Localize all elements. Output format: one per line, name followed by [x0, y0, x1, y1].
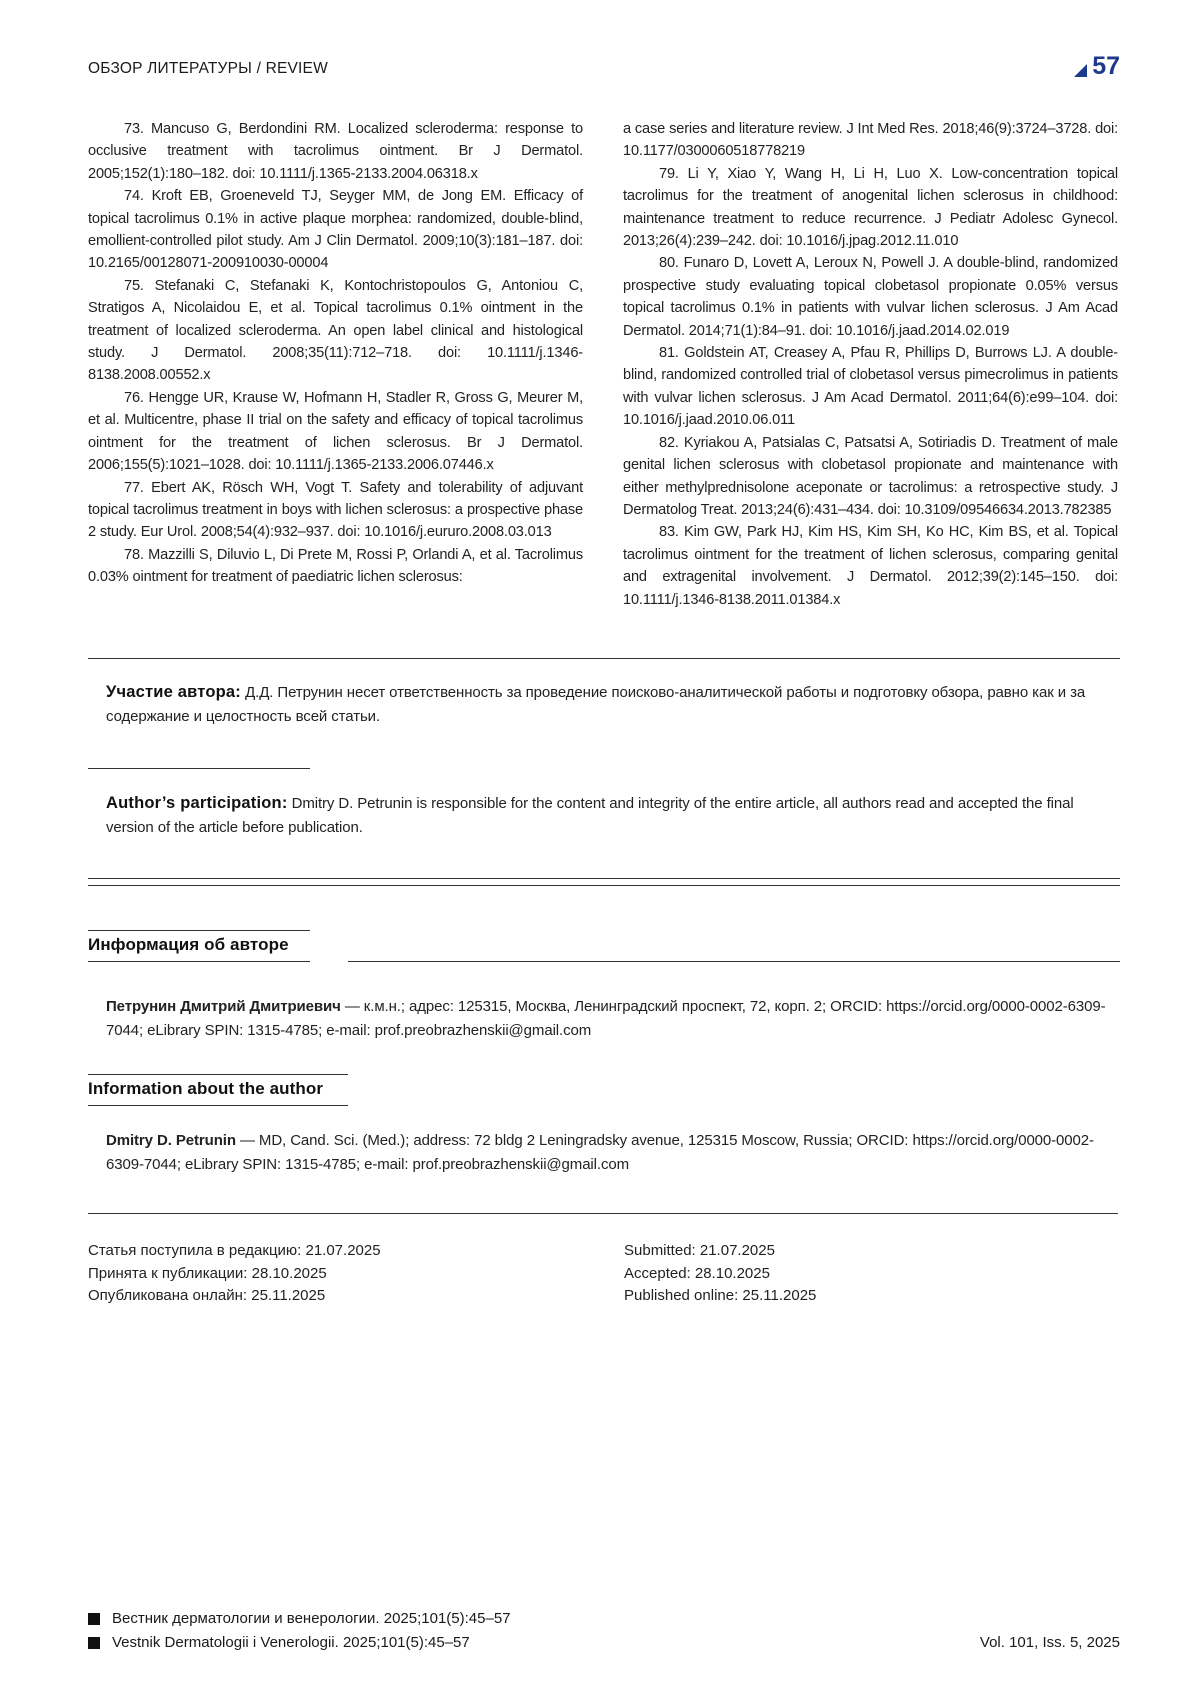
author-details-en: — MD, Cand. Sci. (Med.); address: 72 bldg 2 Leningradsky avenue, 125315 Moscow, Russia; ORCID: https://orcid.org/0000-0002-6309-7044; eLibrary SPIN: 1315-4785; e-mail: prof.preobrazhenskii@gmail.com: [106, 1132, 1094, 1173]
reference-item: 75. Stefanaki C, Stefanaki K, Kontochristopoulos G, Antoniou C, Stratigos A, Nicolaidou E, et al. Topical tacrolimus 0.1% ointment in the treatment of localized scleroderma. An open label clinical and histological study. J Dermatol. 2008;35(11):712–718. doi: 10.1111/j.1346-8138.2008.00552.x: [88, 277, 583, 384]
reference-item: 73. Mancuso G, Berdondini RM. Localized scleroderma: response to occlusive treatment with tacrolimus ointment. Br J Dermatol. 2005;152(1):180–182. doi: 10.1111/j.1365-2133.2004.06318.x: [88, 121, 583, 182]
participation-text-ru: Д.Д. Петрунин несет ответственность за проведение поисково-аналитической работы и подготовку обзора, равно как и за содержание и целостность всей статьи.: [106, 684, 1086, 725]
references-left-column: [88, 118, 583, 611]
author-info-en: [106, 1129, 1106, 1177]
page-number-value: 57: [1092, 52, 1120, 80]
heading-rule-extend: [348, 961, 1120, 962]
page-number: [1074, 52, 1120, 81]
volume-issue: Vol. 101, Iss. 5, 2025: [979, 1634, 1120, 1651]
footer-journal-en: [88, 1634, 470, 1651]
participation-text-en: Dmitry D. Petrunin is responsible for the content and integrity of the entire article, all authors read and accepted the final version of the article before publication.: [106, 795, 1074, 836]
reference-item: 80. Funaro D, Lovett A, Leroux N, Powell J. A double-blind, randomized prospective study evaluating topical clobetasol propionate 0.05% versus topical tacrolimus 0.1% in patients with vulvar lichen sclerosus. J Am Acad Dermatol. 2014;71(1):84–91. doi: 10.1016/j.jaad.2014.02.019: [623, 255, 1118, 339]
date-line: Published online: 25.11.2025: [624, 1287, 817, 1305]
journal-citation-en: Vestnik Dermatologii i Venerologii. 2025;101(5):45–57: [112, 1634, 470, 1651]
divider: [88, 658, 1120, 659]
footer-journal-ru: [88, 1610, 511, 1627]
author-participation-en: [106, 791, 1106, 840]
reference-item: 81. Goldstein AT, Creasey A, Pfau R, Phillips D, Burrows LJ. A double-blind, randomized controlled trial of clobetasol versus pimecrolimus in patients with vulvar lichen sclerosus. J Am Acad Dermatol. 2011;64(6):e99–104. doi: 10.1016/j.jaad.2010.06.011: [623, 345, 1118, 429]
author-info-heading-ru: Информация об авторе: [88, 935, 289, 954]
author-info-ru: [106, 995, 1106, 1043]
date-line: Submitted: 21.07.2025: [624, 1242, 775, 1259]
participation-label-ru: Участие автора:: [106, 683, 241, 701]
triangle-icon: [1074, 64, 1087, 77]
reference-item: 74. Kroft EB, Groeneveld TJ, Seyger MM, de Jong EM. Efficacy of topical tacrolimus 0.1% in active plaque morphea: randomized, double-blind, emollient-controlled pilot study. Am J Clin Dermatol. 2009;10(3):181–187. doi: 10.2165/00128071-200910030-00004: [88, 188, 583, 272]
divider-double-bottom: [88, 885, 1120, 886]
running-head: ОБЗОР ЛИТЕРАТУРЫ / REVIEW: [88, 60, 328, 77]
reference-item: 83. Kim GW, Park HJ, Kim HS, Kim SH, Ko HC, Kim BS, et al. Topical tacrolimus ointment for the treatment of lichen sclerosus, comparing genital and extragenital involvement. J Dermatol. 2012;39(2):145–150. doi: 10.1111/j.1346-8138.2011.01384.x: [623, 524, 1118, 608]
divider-double-top: [88, 878, 1120, 879]
references-list: [88, 118, 1118, 611]
references-right-column: [623, 118, 1118, 611]
dates-ru: [88, 1240, 381, 1308]
square-bullet-icon: [88, 1613, 100, 1625]
heading-rule-bottom: [88, 961, 310, 962]
divider: [88, 1213, 1118, 1214]
dates-en: [624, 1240, 816, 1308]
reference-continuation: a case series and literature review. J Int Med Res. 2018;46(9):3724–3728. doi: 10.1177/0300060518778219: [623, 121, 1118, 160]
heading-rule-top: [88, 1074, 348, 1075]
author-participation-ru: [106, 680, 1106, 729]
heading-rule-bottom: [88, 1105, 348, 1106]
author-name-en: Dmitry D. Petrunin: [106, 1132, 236, 1149]
participation-label-en: Author’s participation:: [106, 794, 288, 812]
date-line: Принята к публикации: 28.10.2025: [88, 1264, 327, 1282]
square-bullet-icon: [88, 1637, 100, 1649]
author-details-ru: — к.м.н.; адрес: 125315, Москва, Ленинградский проспект, 72, корп. 2; ORCID: https://orcid.org/0000-0002-6309-7044; eLibrary SPIN: 1315-4785; e-mail: prof.preobrazhenskii@gmail.com: [106, 998, 1106, 1039]
reference-item: 76. Hengge UR, Krause W, Hofmann H, Stadler R, Gross G, Meurer M, et al. Multicentre, phase II trial on the safety and efficacy of topical tacrolimus ointment for the treatment of lichen sclerosus. Br J Dermatol. 2006;155(5):1021–1028. doi: 10.1111/j.1365-2133.2006.07446.x: [88, 389, 583, 474]
reference-item: 82. Kyriakou A, Patsialas C, Patsatsi A, Sotiriadis D. Treatment of male genital lichen sclerosus with clobetasol propionate and maintenance with either methylprednisolone aceponate or tacrolimus: a retrospective study. J Dermatolog Treat. 2013;24(6):431–434. doi: 10.3109/09546634.2013.782385: [623, 434, 1118, 518]
date-line: Опубликована онлайн: 25.11.2025: [88, 1287, 326, 1305]
heading-rule-top: [88, 930, 310, 931]
reference-item: 78. Mazzilli S, Diluvio L, Di Prete M, Rossi P, Orlandi A, et al. Tacrolimus 0.03% ointment for treatment of paediatric lichen sclerosus:: [88, 546, 583, 586]
journal-citation-ru: Вестник дерматологии и венерологии. 2025;101(5):45–57: [112, 1610, 511, 1627]
date-line: Статья поступила в редакцию: 21.07.2025: [88, 1242, 381, 1259]
date-line: Accepted: 28.10.2025: [624, 1264, 770, 1282]
reference-item: 77. Ebert AK, Rösch WH, Vogt T. Safety and tolerability of adjuvant topical tacrolimus treatment in boys with lichen sclerosus: a prospective phase 2 study. Eur Urol. 2008;54(4):932–937. doi: 10.1016/j.eururo.2008.03.013: [88, 479, 583, 541]
divider-short: [88, 768, 310, 769]
reference-item: 79. Li Y, Xiao Y, Wang H, Li H, Luo X. Low-concentration topical tacrolimus for the treatment of anogenital lichen sclerosus in childhood: maintenance treatment to reduce recurrence. J Pediatr Adolesc Gynecol. 2013;26(4):239–242. doi: 10.1016/j.jpag.2012.11.010: [623, 165, 1118, 250]
author-name-ru: Петрунин Дмитрий Дмитриевич: [106, 998, 341, 1015]
author-info-heading-en: Information about the author: [88, 1079, 324, 1098]
